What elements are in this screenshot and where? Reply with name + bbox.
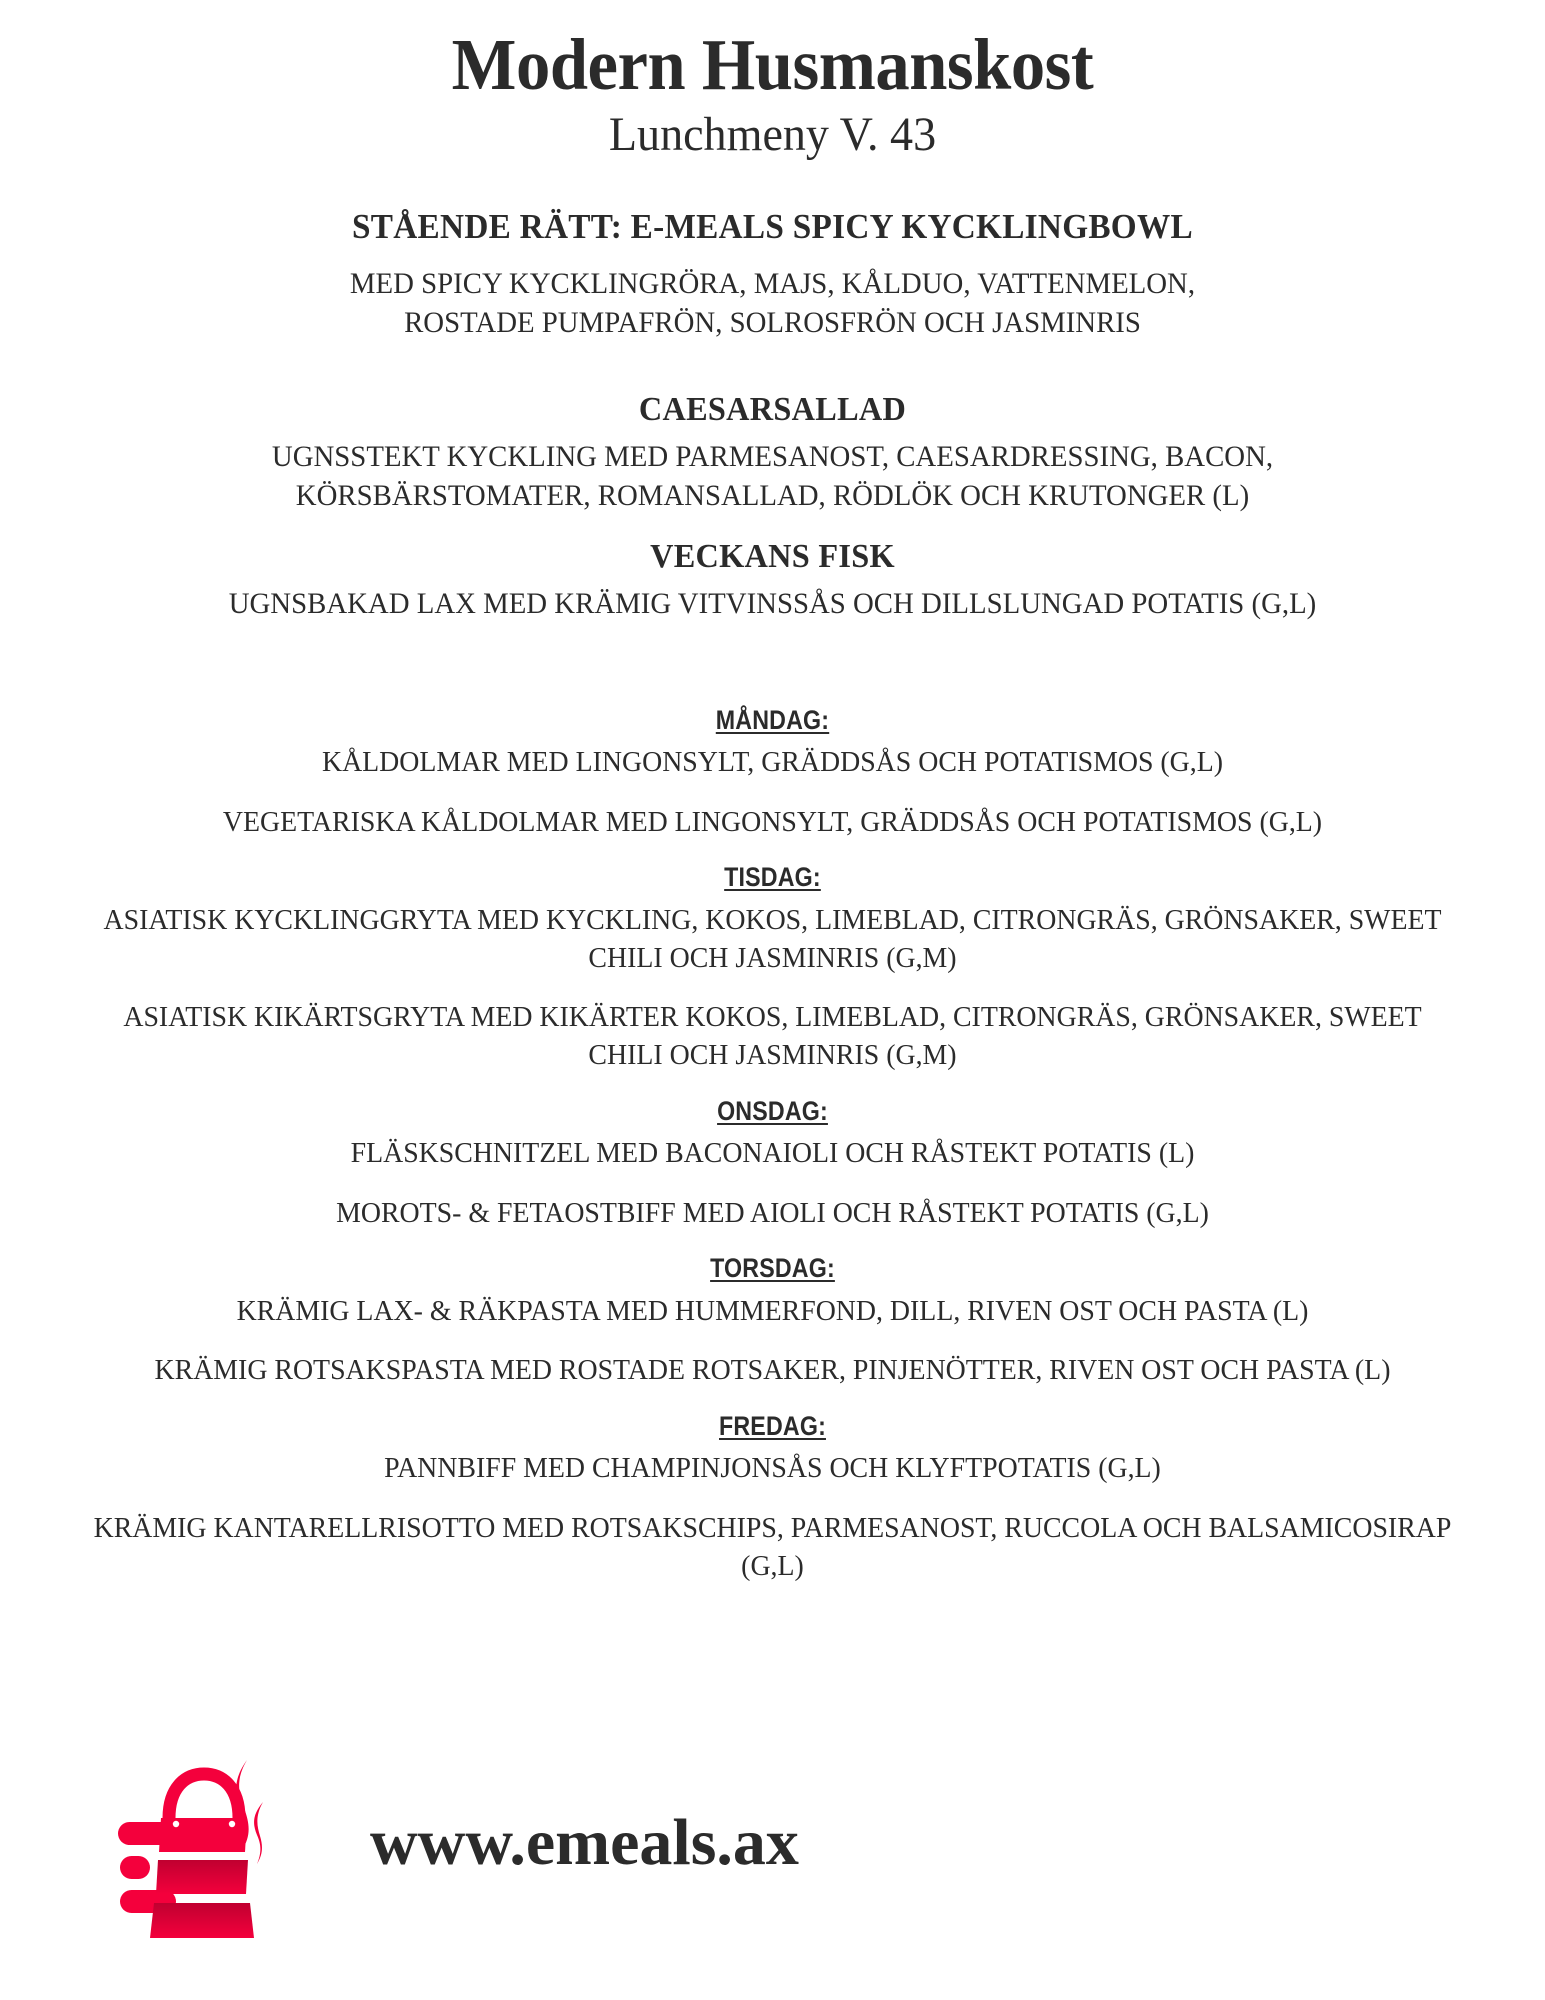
bag-handle	[169, 1774, 239, 1818]
website-url[interactable]: www.emeals.ax	[370, 1806, 799, 1879]
speed-bar-dot	[120, 1856, 150, 1879]
day-dish-monday-1: KÅLDOLMAR MED LINGONSYLT, GRÄDDSÅS OCH POTATISMOS (G,L)	[321, 746, 1224, 779]
day-dish-tuesday-2: ASIATISK KIKÄRTSGRYTA MED KIKÄRTER KOKOS, LIMEBLAD, CITRONGRÄS, GRÖNSAKER, SWEET CHILI OCH JASMINRIS (G,M)	[123, 1001, 1422, 1071]
day-heading-wednesday: ONSDAG:	[717, 1095, 828, 1126]
day-heading-friday: FREDAG:	[719, 1411, 826, 1442]
day-heading-tuesday: TISDAG:	[724, 862, 821, 893]
weekday-menu-list	[60, 704, 1485, 1606]
fish-of-week-section	[60, 537, 1485, 624]
day-block-monday	[60, 704, 1485, 842]
footer	[60, 1746, 1485, 2000]
day-dish-wednesday-1: FLÄSKSCHNITZEL MED BACONAIOLI OCH RÅSTEKT POTATIS (L)	[350, 1136, 1195, 1169]
standing-dish-description-line-1: MED SPICY KYCKLINGRÖRA, MAJS, KÅLDUO, VATTENMELON,	[349, 267, 1196, 301]
day-heading-monday: MÅNDAG:	[715, 704, 830, 735]
day-dish-thursday-1: KRÄMIG LAX- & RÄKPASTA MED HUMMERFOND, DILL, RIVEN OST OCH PASTA (L)	[236, 1294, 1309, 1327]
caesar-salad-heading: CAESARSALLAD	[638, 391, 907, 429]
page-title: Modern Husmanskost	[451, 24, 1094, 105]
masthead	[60, 24, 1485, 162]
steam-wisp-small	[254, 1802, 263, 1864]
handle-notch-right	[229, 1821, 235, 1827]
fish-of-week-description-line-1: UGNSBAKAD LAX MED KRÄMIG VITVINSSÅS OCH DILLSLUNGAD POTATIS (G,L)	[228, 587, 1317, 621]
day-block-thursday	[60, 1252, 1485, 1390]
day-dish-wednesday-2: MOROTS- & FETAOSTBIFF MED AIOLI OCH RÅSTEKT POTATIS (G,L)	[336, 1196, 1209, 1229]
caesar-salad-section	[60, 390, 1485, 515]
handle-notch-left	[173, 1821, 179, 1827]
standing-dish-description-line-2: ROSTADE PUMPAFRÖN, SOLROSFRÖN OCH JASMINRIS	[404, 305, 1141, 339]
fish-of-week-description	[60, 585, 1485, 623]
fish-of-week-heading: VECKANS FISK	[650, 538, 895, 576]
day-block-tuesday	[60, 861, 1485, 1074]
caesar-salad-description-line-2: KÖRSBÄRSTOMATER, ROMANSALLAD, RÖDLÖK OCH KRUTONGER (L)	[295, 478, 1250, 512]
day-dish-friday-1: PANNBIFF MED CHAMPINJONSÅS OCH KLYFTPOTATIS (G,L)	[384, 1452, 1161, 1485]
standing-dish-heading: STÅENDE RÄTT: E-MEALS SPICY KYCKLINGBOWL	[352, 207, 1193, 247]
caesar-salad-description	[60, 438, 1485, 515]
day-dish-thursday-2: KRÄMIG ROTSAKSPASTA MED ROSTADE ROTSAKER, PINJENÖTTER, RIVEN OST OCH PASTA (L)	[154, 1354, 1391, 1387]
day-dish-monday-2: VEGETARISKA KÅLDOLMAR MED LINGONSYLT, GRÄDDSÅS OCH POTATISMOS (G,L)	[222, 805, 1323, 838]
standing-dish-section	[60, 206, 1485, 342]
day-block-friday	[60, 1410, 1485, 1585]
day-block-wednesday	[60, 1095, 1485, 1233]
day-dish-friday-2: KRÄMIG KANTARELLRISOTTO MED ROTSAKSCHIPS, PARMESANOST, RUCCOLA OCH BALSAMICOSIRAP (G,L)	[93, 1512, 1452, 1582]
caesar-salad-description-line-1: UGNSSTEKT KYCKLING MED PARMESANOST, CAESARDRESSING, BACON,	[271, 440, 1274, 474]
day-heading-thursday: TORSDAG:	[710, 1253, 835, 1284]
day-dish-tuesday-1: ASIATISK KYCKLINGGRYTA MED KYCKLING, KOKOS, LIMEBLAD, CITRONGRÄS, GRÖNSAKER, SWEET CHILI OCH JASMINRIS (G,M)	[103, 903, 1442, 974]
bag-bottom-band	[150, 1903, 254, 1938]
page-subtitle: Lunchmeny V. 43	[608, 108, 937, 161]
bag-mid-band	[156, 1860, 248, 1894]
standing-dish-description	[60, 265, 1485, 342]
emeals-logo	[114, 1746, 304, 1946]
